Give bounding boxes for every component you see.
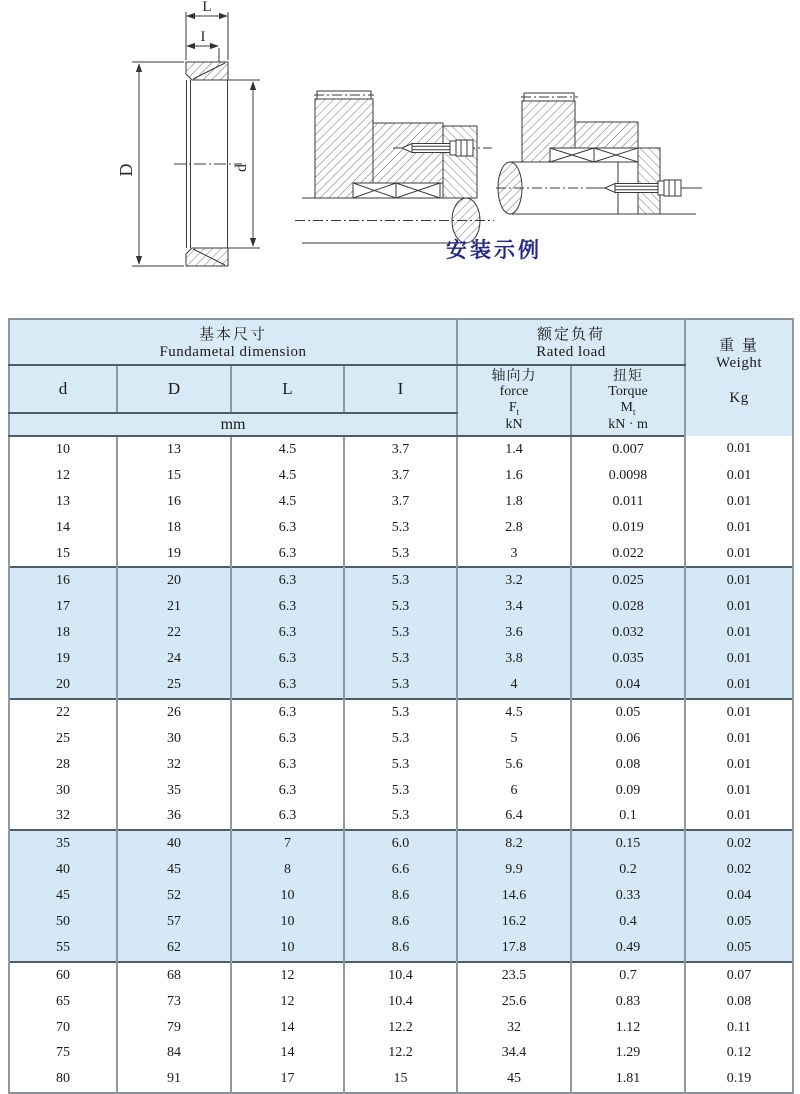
cell-I: 3.7 xyxy=(344,436,457,463)
cell-L: 6.3 xyxy=(231,672,344,699)
cell-D: 36 xyxy=(117,803,231,830)
ring-cross-section-drawing xyxy=(96,0,298,292)
cell-weight: 0.02 xyxy=(685,830,793,857)
axial-force-unit: kN xyxy=(505,416,523,432)
cell-D: 13 xyxy=(117,436,231,463)
table-row xyxy=(9,803,793,830)
cell-L: 6.3 xyxy=(231,594,344,620)
cell-d: 22 xyxy=(9,699,117,726)
cell-I: 5.3 xyxy=(344,646,457,672)
table-row xyxy=(9,699,793,726)
cell-d: 40 xyxy=(9,857,117,883)
table-row xyxy=(9,541,793,568)
cell-I: 5.3 xyxy=(344,567,457,594)
cell-d: 60 xyxy=(9,962,117,989)
cell-L: 6.3 xyxy=(231,541,344,568)
cell-force: 34.4 xyxy=(457,1040,571,1066)
cell-d: 50 xyxy=(9,909,117,935)
cell-I: 6.0 xyxy=(344,830,457,857)
cell-torque: 1.81 xyxy=(571,1066,685,1093)
cell-force: 2.8 xyxy=(457,515,571,541)
table-row xyxy=(9,830,793,857)
cell-D: 68 xyxy=(117,962,231,989)
cell-torque: 0.06 xyxy=(571,726,685,752)
cell-torque: 0.1 xyxy=(571,803,685,830)
table-row xyxy=(9,1015,793,1041)
cell-L: 8 xyxy=(231,857,344,883)
table-row xyxy=(9,489,793,515)
table-row xyxy=(9,989,793,1015)
cell-torque: 0.83 xyxy=(571,989,685,1015)
cell-L: 14 xyxy=(231,1040,344,1066)
torque-en: Torque xyxy=(608,384,648,400)
cell-force: 16.2 xyxy=(457,909,571,935)
cell-I: 3.7 xyxy=(344,489,457,515)
cell-L: 4.5 xyxy=(231,489,344,515)
cell-weight: 0.04 xyxy=(685,883,793,909)
cell-force: 3.8 xyxy=(457,646,571,672)
cell-d: 70 xyxy=(9,1015,117,1041)
weight-zh: 重 量 xyxy=(719,338,759,354)
table-row xyxy=(9,883,793,909)
table-row xyxy=(9,909,793,935)
cell-L: 6.3 xyxy=(231,752,344,778)
cell-d: 35 xyxy=(9,830,117,857)
cell-force: 3.4 xyxy=(457,594,571,620)
header-rated-load xyxy=(457,319,685,365)
cell-torque: 1.29 xyxy=(571,1040,685,1066)
cell-torque: 0.022 xyxy=(571,541,685,568)
cell-D: 91 xyxy=(117,1066,231,1093)
cell-L: 6.3 xyxy=(231,699,344,726)
basic-dimension-zh: 基本尺寸 xyxy=(199,327,268,343)
weight-en: Weight xyxy=(716,355,762,371)
cell-torque: 0.7 xyxy=(571,962,685,989)
cell-d: 65 xyxy=(9,989,117,1015)
wedge-rings xyxy=(353,183,440,198)
cell-L: 6.3 xyxy=(231,515,344,541)
cell-force: 14.6 xyxy=(457,883,571,909)
cell-D: 52 xyxy=(117,883,231,909)
table-row xyxy=(9,752,793,778)
cell-L: 6.3 xyxy=(231,803,344,830)
cell-weight: 0.01 xyxy=(685,646,793,672)
cell-D: 73 xyxy=(117,989,231,1015)
cell-L: 6.3 xyxy=(231,567,344,594)
cell-I: 8.6 xyxy=(344,883,457,909)
table-header xyxy=(9,319,793,436)
cell-force: 5 xyxy=(457,726,571,752)
weight-unit: Kg xyxy=(729,390,749,406)
cell-d: 25 xyxy=(9,726,117,752)
table-row xyxy=(9,962,793,989)
cell-D: 45 xyxy=(117,857,231,883)
cell-weight: 0.01 xyxy=(685,489,793,515)
cell-torque: 0.08 xyxy=(571,752,685,778)
cell-d: 80 xyxy=(9,1066,117,1093)
cell-weight: 0.08 xyxy=(685,989,793,1015)
cell-L: 6.3 xyxy=(231,646,344,672)
cell-I: 5.3 xyxy=(344,515,457,541)
cell-force: 8.2 xyxy=(457,830,571,857)
cell-force: 6 xyxy=(457,778,571,804)
cell-I: 10.4 xyxy=(344,962,457,989)
rated-load-zh: 额定负荷 xyxy=(537,327,606,343)
cell-I: 5.3 xyxy=(344,778,457,804)
cell-I: 5.3 xyxy=(344,541,457,568)
spec-table xyxy=(8,318,794,1094)
cell-I: 5.3 xyxy=(344,594,457,620)
table-row xyxy=(9,567,793,594)
torque-zh: 扭矩 xyxy=(613,368,644,384)
cell-L: 12 xyxy=(231,962,344,989)
table-row xyxy=(9,515,793,541)
cell-D: 20 xyxy=(117,567,231,594)
header-basic-dimension xyxy=(9,319,457,365)
cell-torque: 0.035 xyxy=(571,646,685,672)
cell-d: 17 xyxy=(9,594,117,620)
header-col-L: L xyxy=(231,365,344,413)
table-body xyxy=(9,436,793,1093)
table-row xyxy=(9,1040,793,1066)
table-row xyxy=(9,726,793,752)
cell-D: 25 xyxy=(117,672,231,699)
cell-torque: 0.4 xyxy=(571,909,685,935)
cell-force: 4 xyxy=(457,672,571,699)
cell-weight: 0.01 xyxy=(685,620,793,646)
cell-force: 45 xyxy=(457,1066,571,1093)
cell-force: 1.4 xyxy=(457,436,571,463)
cell-torque: 0.15 xyxy=(571,830,685,857)
cell-I: 5.3 xyxy=(344,699,457,726)
cell-I: 8.6 xyxy=(344,909,457,935)
cell-weight: 0.02 xyxy=(685,857,793,883)
collar xyxy=(443,126,477,198)
cell-force: 5.6 xyxy=(457,752,571,778)
cell-L: 4.5 xyxy=(231,463,344,489)
table-row xyxy=(9,620,793,646)
cell-D: 35 xyxy=(117,778,231,804)
table-row xyxy=(9,778,793,804)
cell-L: 4.5 xyxy=(231,436,344,463)
cell-L: 10 xyxy=(231,909,344,935)
cell-L: 7 xyxy=(231,830,344,857)
cell-weight: 0.01 xyxy=(685,803,793,830)
cell-force: 17.8 xyxy=(457,935,571,962)
dim-label-I: I xyxy=(200,29,206,45)
header-col-I: I xyxy=(344,365,457,413)
cell-d: 13 xyxy=(9,489,117,515)
table-row xyxy=(9,436,793,463)
torque-symbol: $M_t$ xyxy=(620,399,636,417)
cell-torque: 0.04 xyxy=(571,672,685,699)
cell-D: 79 xyxy=(117,1015,231,1041)
cell-weight: 0.12 xyxy=(685,1040,793,1066)
cell-weight: 0.07 xyxy=(685,962,793,989)
cell-torque: 0.33 xyxy=(571,883,685,909)
cell-D: 22 xyxy=(117,620,231,646)
table-row xyxy=(9,1066,793,1093)
cell-I: 5.3 xyxy=(344,620,457,646)
cell-D: 21 xyxy=(117,594,231,620)
cell-L: 6.3 xyxy=(231,778,344,804)
rated-load-en: Rated load xyxy=(536,344,606,360)
cell-torque: 0.09 xyxy=(571,778,685,804)
cell-force: 9.9 xyxy=(457,857,571,883)
cell-weight: 0.05 xyxy=(685,935,793,962)
cell-weight: 0.01 xyxy=(685,515,793,541)
cell-weight: 0.11 xyxy=(685,1015,793,1041)
cell-I: 5.3 xyxy=(344,672,457,699)
cell-I: 12.2 xyxy=(344,1040,457,1066)
cell-d: 10 xyxy=(9,436,117,463)
cell-d: 45 xyxy=(9,883,117,909)
cell-d: 28 xyxy=(9,752,117,778)
cell-d: 75 xyxy=(9,1040,117,1066)
header-unit-mm: mm xyxy=(9,413,457,436)
cell-D: 15 xyxy=(117,463,231,489)
torque-unit: kN · m xyxy=(608,416,648,432)
cell-weight: 0.01 xyxy=(685,436,793,463)
cell-d: 12 xyxy=(9,463,117,489)
cell-I: 5.3 xyxy=(344,803,457,830)
cell-torque: 0.032 xyxy=(571,620,685,646)
cell-D: 16 xyxy=(117,489,231,515)
cell-D: 32 xyxy=(117,752,231,778)
cell-L: 14 xyxy=(231,1015,344,1041)
cell-weight: 0.05 xyxy=(685,909,793,935)
table-row xyxy=(9,857,793,883)
cell-force: 25.6 xyxy=(457,989,571,1015)
cell-L: 17 xyxy=(231,1066,344,1093)
cell-D: 19 xyxy=(117,541,231,568)
header-col-d: d xyxy=(9,365,117,413)
cell-force: 1.6 xyxy=(457,463,571,489)
cell-weight: 0.01 xyxy=(685,726,793,752)
dim-label-d: d xyxy=(233,164,250,172)
table-row xyxy=(9,646,793,672)
cell-weight: 0.01 xyxy=(685,699,793,726)
cell-torque: 0.019 xyxy=(571,515,685,541)
cell-D: 18 xyxy=(117,515,231,541)
installation-example-2-drawing xyxy=(490,58,712,254)
cell-force: 3 xyxy=(457,541,571,568)
axial-force-en: force xyxy=(499,384,529,400)
cell-L: 6.3 xyxy=(231,726,344,752)
cell-torque: 0.2 xyxy=(571,857,685,883)
cell-weight: 0.01 xyxy=(685,752,793,778)
cell-D: 30 xyxy=(117,726,231,752)
header-weight xyxy=(685,319,793,436)
cell-torque: 1.12 xyxy=(571,1015,685,1041)
installation-example-1-drawing xyxy=(290,58,500,254)
axial-force-zh: 轴向力 xyxy=(491,368,537,384)
cell-torque: 0.028 xyxy=(571,594,685,620)
header-col-axial-force xyxy=(457,365,571,436)
cell-force: 4.5 xyxy=(457,699,571,726)
cell-d: 16 xyxy=(9,567,117,594)
cell-torque: 0.05 xyxy=(571,699,685,726)
dim-label-D: D xyxy=(116,163,136,177)
cell-torque: 0.011 xyxy=(571,489,685,515)
dim-label-L: L xyxy=(202,0,212,15)
cell-D: 40 xyxy=(117,830,231,857)
cell-torque: 0.0098 xyxy=(571,463,685,489)
wedge-rings xyxy=(550,148,638,162)
cell-force: 3.2 xyxy=(457,567,571,594)
cell-force: 1.8 xyxy=(457,489,571,515)
table-row xyxy=(9,935,793,962)
cell-I: 15 xyxy=(344,1066,457,1093)
installation-example-caption: 安装示例 xyxy=(446,239,542,262)
cell-weight: 0.01 xyxy=(685,672,793,699)
cell-force: 6.4 xyxy=(457,803,571,830)
cell-d: 32 xyxy=(9,803,117,830)
cell-weight: 0.01 xyxy=(685,594,793,620)
cell-d: 20 xyxy=(9,672,117,699)
cell-d: 30 xyxy=(9,778,117,804)
cell-d: 14 xyxy=(9,515,117,541)
cell-L: 12 xyxy=(231,989,344,1015)
axial-force-symbol: $F_t$ xyxy=(508,399,520,417)
cell-I: 5.3 xyxy=(344,752,457,778)
cell-weight: 0.01 xyxy=(685,567,793,594)
cell-I: 5.3 xyxy=(344,726,457,752)
cell-torque: 0.007 xyxy=(571,436,685,463)
cell-D: 57 xyxy=(117,909,231,935)
header-col-torque xyxy=(571,365,685,436)
cell-D: 26 xyxy=(117,699,231,726)
cell-D: 24 xyxy=(117,646,231,672)
cell-weight: 0.19 xyxy=(685,1066,793,1093)
cell-weight: 0.01 xyxy=(685,541,793,568)
cell-d: 19 xyxy=(9,646,117,672)
table-row xyxy=(9,672,793,699)
cell-I: 12.2 xyxy=(344,1015,457,1041)
cell-L: 10 xyxy=(231,935,344,962)
cell-force: 32 xyxy=(457,1015,571,1041)
cell-I: 8.6 xyxy=(344,935,457,962)
cell-D: 84 xyxy=(117,1040,231,1066)
cell-D: 62 xyxy=(117,935,231,962)
collar xyxy=(638,148,660,214)
cell-torque: 0.025 xyxy=(571,567,685,594)
cell-I: 3.7 xyxy=(344,463,457,489)
table-row xyxy=(9,463,793,489)
cell-force: 3.6 xyxy=(457,620,571,646)
cell-d: 15 xyxy=(9,541,117,568)
cell-weight: 0.01 xyxy=(685,778,793,804)
cell-d: 55 xyxy=(9,935,117,962)
cell-I: 6.6 xyxy=(344,857,457,883)
table-row xyxy=(9,594,793,620)
cell-weight: 0.01 xyxy=(685,463,793,489)
cell-I: 10.4 xyxy=(344,989,457,1015)
cell-force: 23.5 xyxy=(457,962,571,989)
header-col-D: D xyxy=(117,365,231,413)
cell-L: 6.3 xyxy=(231,620,344,646)
cell-torque: 0.49 xyxy=(571,935,685,962)
cell-L: 10 xyxy=(231,883,344,909)
cell-d: 18 xyxy=(9,620,117,646)
basic-dimension-en: Fundametal dimension xyxy=(159,344,307,360)
